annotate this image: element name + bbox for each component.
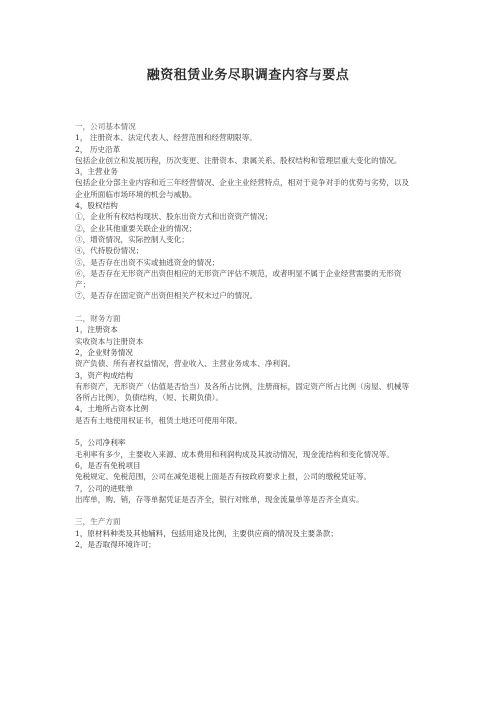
subheading-line bbox=[75, 324, 415, 335]
subheading-label: 1，原材料种类及其他辅料，包括用途及比例，主要供应商的情况及主要条款； bbox=[75, 528, 339, 538]
paragraph-gap bbox=[75, 426, 415, 437]
line-text: ⑤，是否存在出资不实或抽逃资金的情况； bbox=[75, 257, 220, 267]
subheading-label: 3，主营业务 bbox=[75, 167, 118, 177]
body-line bbox=[75, 449, 415, 460]
subheading-label: 6，是否有免税项目 bbox=[75, 460, 141, 470]
subheading-label: 2，是否取得环境许可； bbox=[75, 539, 156, 549]
line-text: 包括企业分部主业内容和近三年经营情况、企业主业经营特点，相对于竞争对手的优势与劣势，以及企业所面临市场环境的机会与威胁。 bbox=[75, 178, 410, 199]
body-line bbox=[75, 290, 415, 301]
section-gap bbox=[75, 302, 415, 313]
line-text: ⑦，是否存在固定资产出资但相关产权未过户的情况。 bbox=[75, 291, 258, 301]
body-line bbox=[75, 155, 415, 166]
subheading-line bbox=[75, 370, 415, 381]
subheading-line bbox=[75, 528, 415, 539]
line-text: ②，企业其他重要关联企业的情况； bbox=[75, 223, 197, 233]
section-gap bbox=[75, 505, 415, 516]
line-text: 实收资本与注册资本 bbox=[75, 336, 144, 346]
line-text: ④，代持股份情况； bbox=[75, 246, 144, 256]
body-line bbox=[75, 223, 415, 234]
subheading-label: 2，企业财务情况 bbox=[75, 347, 133, 357]
subheading-label: 4，股权结构 bbox=[75, 201, 118, 211]
subheading-label: 2， bbox=[75, 144, 88, 154]
body-line bbox=[75, 268, 415, 291]
body-line bbox=[75, 471, 415, 482]
document-title: 融资租赁业务尽职调查内容与要点 bbox=[146, 68, 350, 83]
subheading-line bbox=[75, 460, 415, 471]
subheading-line bbox=[75, 539, 415, 550]
section-heading: 三，生产方面 bbox=[75, 517, 121, 527]
line-text: 历史沿革 bbox=[87, 144, 121, 154]
subheading-label: 4，土地所占资本比例 bbox=[75, 404, 149, 414]
line-text: 免税规定、免税范围，公司在减免退税上面是否有按政府要求上报，公司的缴税凭证等。 bbox=[75, 472, 372, 482]
body-line bbox=[75, 381, 415, 404]
body-line bbox=[75, 257, 415, 268]
line-text: 是否有土地使用权证书，租赁土地还可使用年限。 bbox=[75, 415, 243, 425]
line-text: 有形资产，无形资产（估值是否恰当）及各所占比例，注册商标，固定资产所占比例（房屋、机械等各所占比例），负债结构，（短、长期负债）。 bbox=[75, 381, 410, 403]
line-text: ③，增资情况，实际控制人变化； bbox=[75, 234, 189, 244]
line-text: 资产负债、所有者权益情况，营业收入、主营业务成本、净利润。 bbox=[75, 359, 296, 369]
document-body bbox=[75, 121, 415, 550]
subheading-label: 5，公司净利率 bbox=[75, 438, 126, 448]
line-text: 毛利率有多少，主要收入来源、成本费用和利润构成及其波动情况，现金流结构和变化情况等。 bbox=[75, 449, 394, 459]
subheading-label: 7，公司的进账单 bbox=[75, 483, 133, 493]
body-line bbox=[75, 211, 415, 222]
subheading-line bbox=[75, 200, 415, 211]
section-heading: 二，财务方面 bbox=[75, 314, 121, 324]
subheading-label: 1， bbox=[75, 133, 88, 143]
section-heading: 一，公司基本情况 bbox=[75, 122, 136, 131]
line-text: 出库单，购、销，存等单据凭证是否齐全，银行对账单，现金流量单等是否齐全真实。 bbox=[75, 494, 364, 504]
subheading-line bbox=[75, 144, 415, 155]
subheading-line bbox=[75, 132, 415, 143]
subheading-line bbox=[75, 437, 415, 448]
body-line bbox=[75, 415, 415, 426]
body-line bbox=[75, 494, 415, 505]
body-line bbox=[75, 234, 415, 245]
body-line bbox=[75, 245, 415, 256]
subheading-line bbox=[75, 166, 415, 177]
body-line bbox=[75, 358, 415, 369]
subheading-line bbox=[75, 403, 415, 414]
body-line bbox=[75, 177, 415, 200]
subheading-label: 3，资产构成结构 bbox=[75, 370, 133, 380]
line-text: ⑥，是否存在无形资产出资但相应的无形资产评估不规范，或者明显不属于企业经营需要的无形资产； bbox=[75, 268, 402, 290]
subheading-label: 1，注册资本 bbox=[75, 325, 118, 335]
subheading-line bbox=[75, 483, 415, 494]
line-text: 注册资本、法定代表人、经营范围和经营期限等。 bbox=[87, 133, 257, 143]
line-text: ①，企业所有权结构现状、股东出资方式和出资资产情况； bbox=[75, 212, 273, 222]
line-text: 包括企业创立和发展历程，历次变更、注册资本、隶属关系、股权结构和管理层重大变化的情况。 bbox=[75, 155, 402, 165]
body-line bbox=[75, 336, 415, 347]
subheading-line bbox=[75, 347, 415, 358]
